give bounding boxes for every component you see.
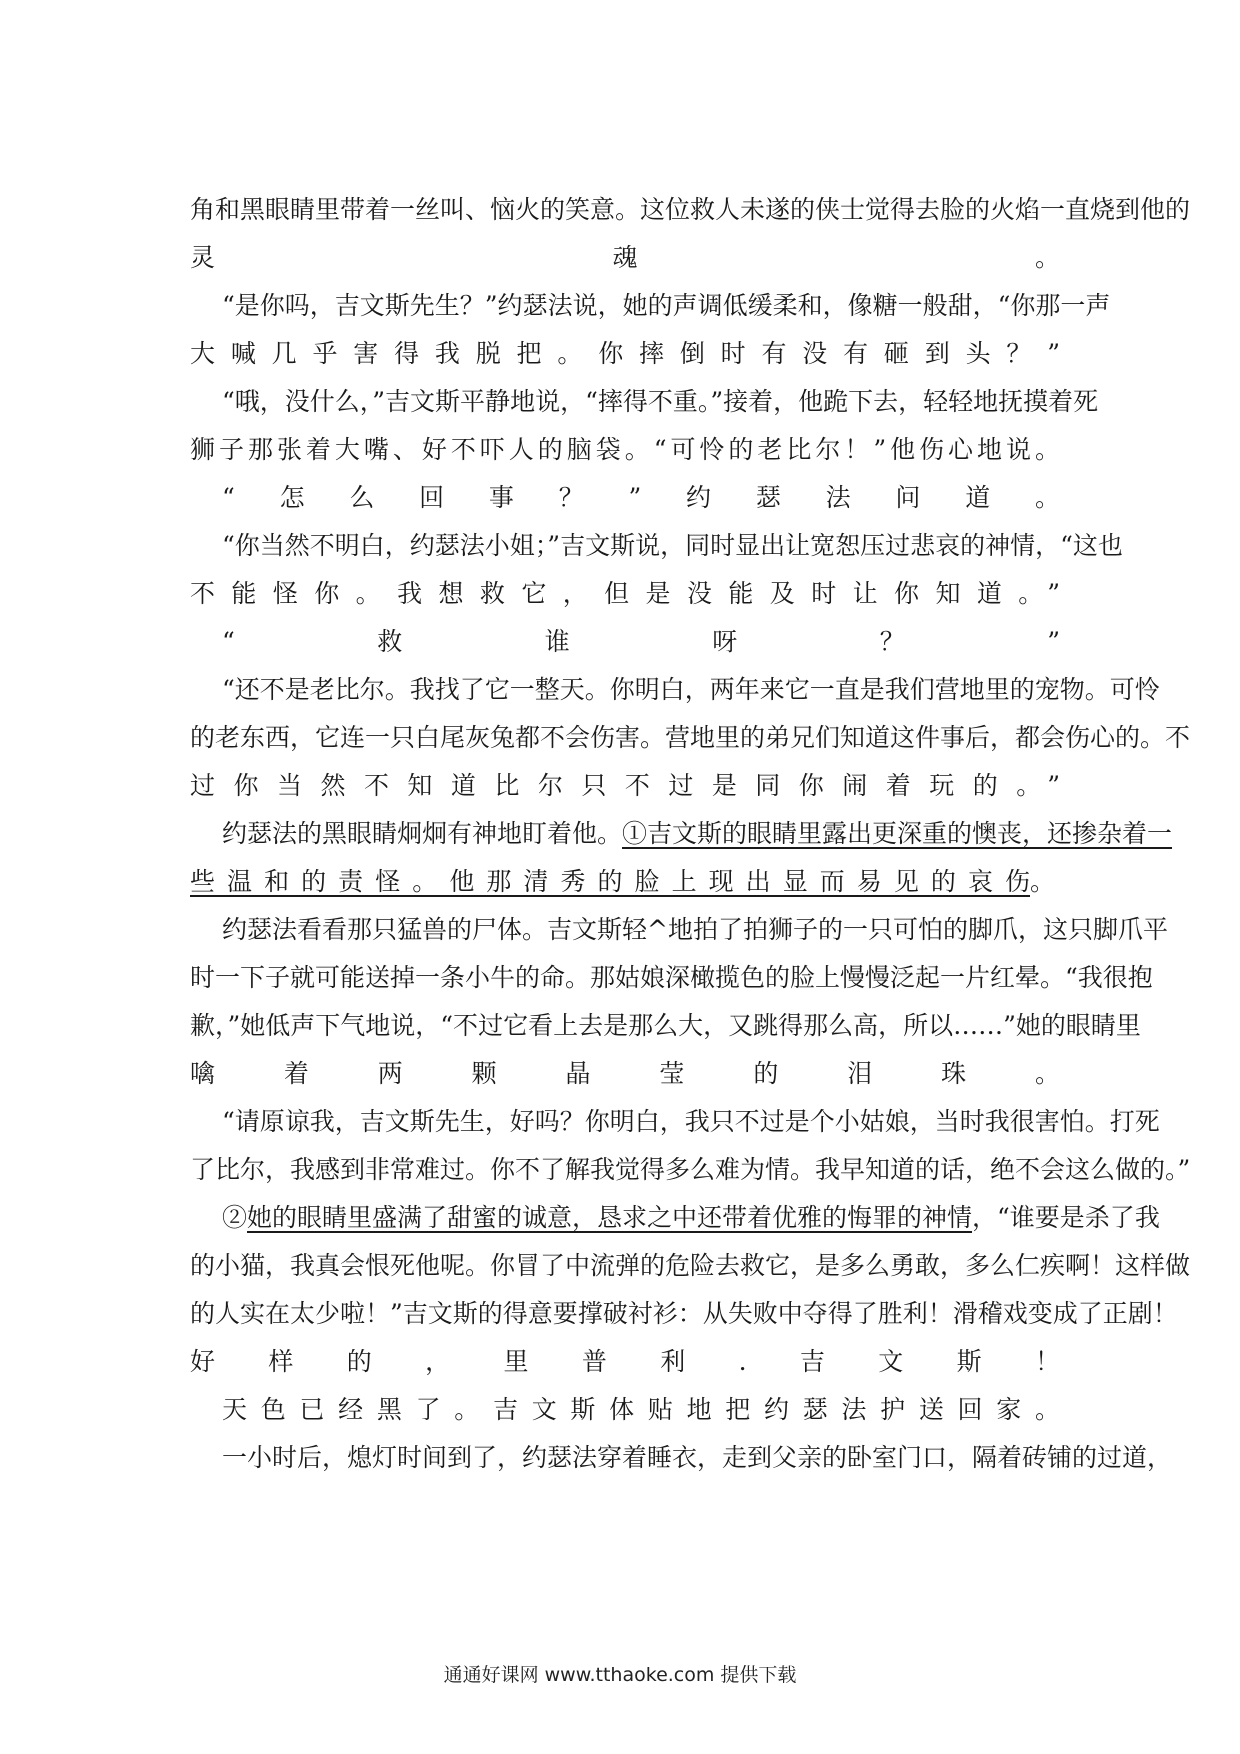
text-line: “你当然不明白，约瑟法小姐；”吉文斯说，同时显出让宽恕压过悲哀的神情，“这也 — [222, 531, 1123, 560]
text-line: 灵魂。 — [190, 243, 1060, 272]
text-line: 的小猫，我真会恨死他呢。你冒了中流弹的危险去救它，是多么勇敢，多么仁疾啊！这样做 — [190, 1251, 1191, 1280]
text-line: 时一下子就可能送掉一条小牛的命。那姑娘深橄揽色的脸上慢慢泛起一片红晕。“我很抱 — [190, 963, 1153, 992]
text-line: “救谁呀？” — [222, 627, 1060, 656]
text-line: “还不是老比尔。我找了它一整天。你明白，两年来它一直是我们营地里的宠物。可怜 — [222, 675, 1160, 704]
text-line: 大喊几乎害得我脱把。你摔倒时有没有砸到头？” — [190, 339, 1060, 368]
text-line: 歉，”她低声下气地说，“不过它看上去是那么大，又跳得那么高，所以……”她的眼睛里 — [190, 1011, 1141, 1040]
text-line: 角和黑眼睛里带着一丝叫、恼火的笑意。这位救人未遂的侠士觉得去脸的火焰一直烧到他的 — [190, 195, 1191, 224]
plain-text: 。 — [1030, 867, 1056, 896]
text-line — [190, 862, 1060, 902]
text-line: 噙着两颗晶莹的泪珠。 — [190, 1059, 1060, 1088]
text-line: 狮子那张着大嘴、好不吓人的脑袋。“可怜的老比尔！”他伤心地说。 — [190, 435, 1060, 464]
text-line: “是你吗，吉文斯先生？”约瑟法说，她的声调低缓柔和，像糖一般甜，“你那一声 — [222, 291, 1111, 320]
text-line: 好样的，里普利.吉文斯！ — [190, 1347, 1060, 1376]
text-line: 不能怪你。我想救它，但是没能及时让你知道。” — [190, 579, 1060, 608]
text-line: 一小时后，熄灯时间到了，约瑟法穿着睡衣，走到父亲的卧室门口，隔着砖铺的过道， — [222, 1443, 1173, 1472]
page-footer: 通通好课网 www.tthaoke.com 提供下载 — [443, 1664, 797, 1686]
plain-text: ，“谁要是杀了我 — [972, 1203, 1160, 1232]
text-line: 了比尔，我感到非常难过。你不了解我觉得多么难为情。我早知道的话，绝不会这么做的。” — [190, 1155, 1191, 1184]
text-line — [222, 814, 1173, 854]
text-line: “哦，没什么，”吉文斯平静地说，“摔得不重。”接着，他跪下去，轻轻地抚摸着死 — [222, 387, 1099, 416]
text-line — [222, 1198, 1160, 1238]
plain-text: 约瑟法的黑眼睛炯炯有神地盯着他。 — [222, 819, 623, 848]
underlined-sentence-1-cont: 些温和的责怪。他那清秀的脸上现出显而易见的哀伤 — [190, 867, 1030, 896]
text-line: “请原谅我，吉文斯先生，好吗？你明白，我只不过是个小姑娘，当时我很害怕。打死 — [222, 1107, 1160, 1136]
text-line: 的老东西，它连一只白尾灰兔都不会伤害。营地里的弟兄们知道这件事后，都会伤心的。不 — [190, 723, 1191, 752]
text-line: 天色已经黑了。吉文斯体贴地把约瑟法护送回家。 — [222, 1395, 1060, 1424]
underlined-sentence-2: 她的眼睛里盛满了甜蜜的诚意，恳求之中还带着优雅的悔罪的神情 — [247, 1203, 973, 1232]
underlined-sentence-1: ①吉文斯的眼睛里露出更深重的懊丧，还掺杂着一 — [622, 819, 1173, 848]
text-line: 过你当然不知道比尔只不过是同你闹着玩的。” — [190, 771, 1060, 800]
text-line: 的人实在太少啦！”吉文斯的得意要撑破衬衫：从失败中夺得了胜利！滑稽戏变成了正剧！ — [190, 1299, 1178, 1328]
text-line: “怎么回事？”约瑟法问道。 — [222, 483, 1060, 512]
text-line: 约瑟法看看那只猛兽的尸体。吉文斯轻^地拍了拍狮子的一只可怕的脚爪，这只脚爪平 — [222, 915, 1168, 944]
circled-number-2: ② — [222, 1203, 248, 1232]
